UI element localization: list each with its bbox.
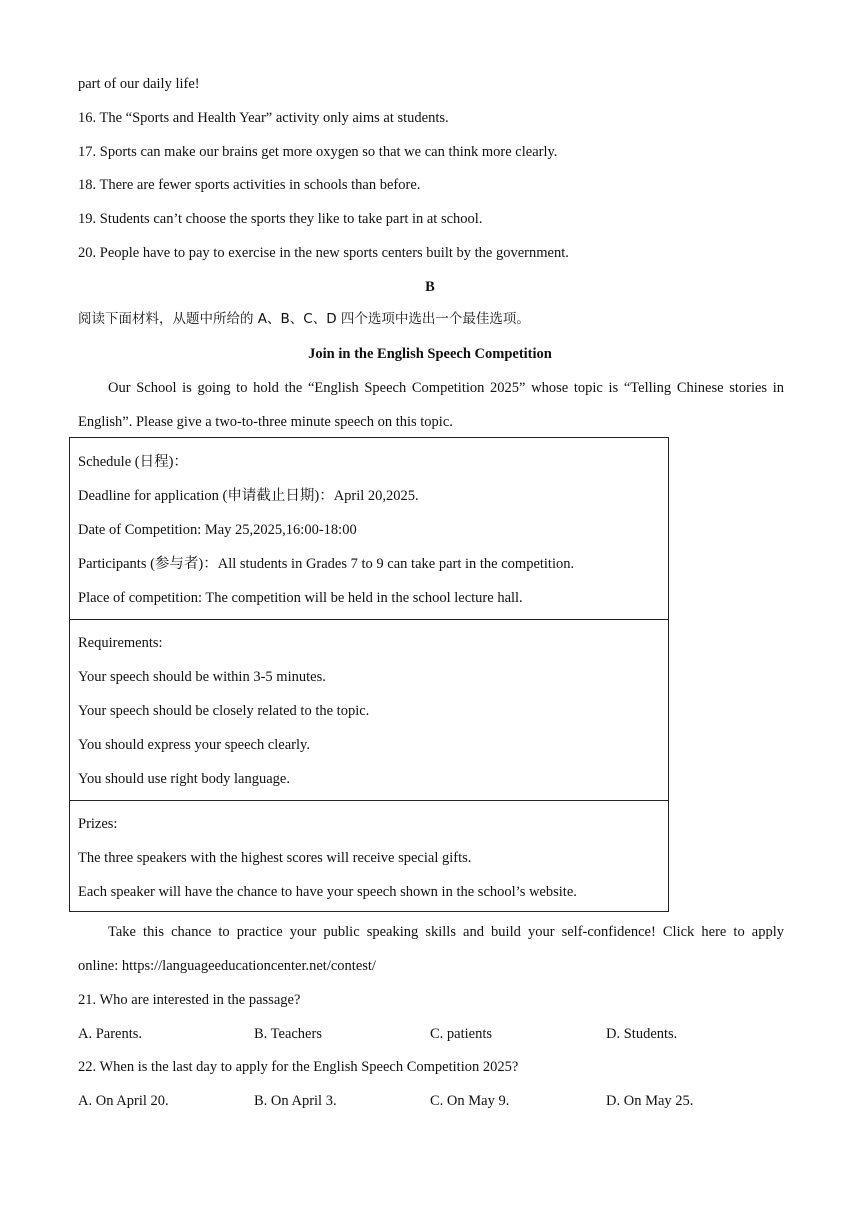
info-table [69,437,669,912]
requirement-item: Your speech should be closely related to the topic. [78,703,370,719]
intro-tail: part of our daily life! [78,76,200,92]
passage-title: Join in the English Speech Competition [308,346,552,362]
paragraph-1-line-1: Our School is going to hold the “English Speech Competition 2025” whose topic is “Telling Chinese stories in [108,380,784,396]
requirement-item: You should use right body language. [78,771,290,787]
requirement-item: Your speech should be within 3-5 minutes. [78,669,326,685]
prize-item: The three speakers with the highest scores will receive special gifts. [78,850,472,866]
schedule-deadline: Deadline for application (申请截止日期)：April 20,2025. [78,488,419,504]
question-22-option-b: B. On April 3. [254,1093,337,1109]
statement-17: 17. Sports can make our brains get more oxygen so that we can think more clearly. [78,144,558,160]
table-divider [70,619,668,620]
table-divider [70,800,668,801]
schedule-participants: Participants (参与者)：All students in Grades 7 to 9 can take part in the competition. [78,556,575,572]
schedule-date: Date of Competition: May 25,2025,16:00-18:00 [78,522,357,538]
question-21-option-c: C. patients [430,1026,493,1042]
question-22-option-d: D. On May 25. [606,1093,694,1109]
question-21-stem: 21. Who are interested in the passage? [78,992,301,1008]
schedule-heading: Schedule (日程)： [78,454,188,470]
question-22-stem: 22. When is the last day to apply for the English Speech Competition 2025? [78,1059,519,1075]
statement-16: 16. The “Sports and Health Year” activity only aims at students. [78,110,449,126]
paragraph-1-line-2: English”. Please give a two-to-three minute speech on this topic. [78,414,453,430]
schedule-place: Place of competition: The competition will be held in the school lecture hall. [78,590,523,606]
prizes-heading: Prizes: [78,816,118,832]
instruction: 阅读下面材料，从题中所给的 A、B、C、D 四个选项中选出一个最佳选项。 [78,311,530,327]
requirements-heading: Requirements: [78,635,163,651]
question-22-option-c: C. On May 9. [430,1093,510,1109]
question-21-option-b: B. Teachers [254,1026,322,1042]
section-letter: B [425,279,435,295]
paragraph-2-line-1: Take this chance to practice your public speaking skills and build your self-confidence! Click here to apply [108,924,784,940]
question-21-option-a: A. Parents. [78,1026,143,1042]
statement-20: 20. People have to pay to exercise in the new sports centers built by the government. [78,245,569,261]
paragraph-2-line-2: online: https://languageeducationcenter.net/contest/ [78,958,376,974]
statement-19: 19. Students can’t choose the sports they like to take part in at school. [78,211,483,227]
statement-18: 18. There are fewer sports activities in schools than before. [78,177,421,193]
prize-item: Each speaker will have the chance to have your speech shown in the school’s website. [78,884,577,900]
question-22-option-a: A. On April 20. [78,1093,169,1109]
requirement-item: You should express your speech clearly. [78,737,310,753]
question-21-option-d: D. Students. [606,1026,678,1042]
